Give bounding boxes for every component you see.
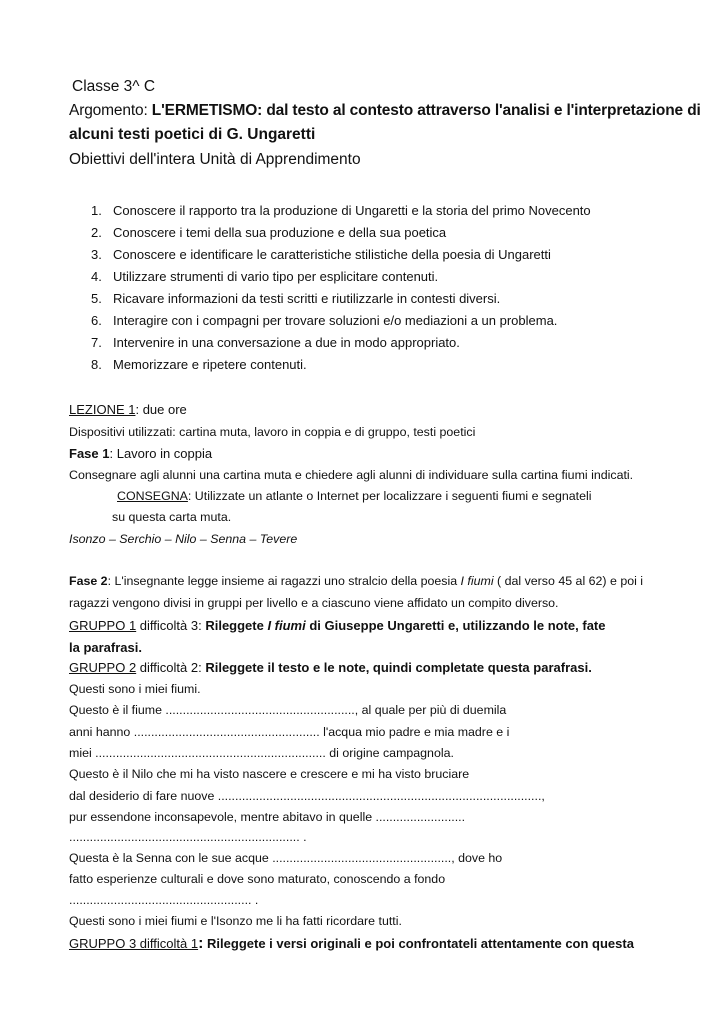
class-label: Classe 3^ C — [72, 78, 156, 95]
objective-item: 8. Memorizzare e ripetere contenuti. — [91, 357, 307, 372]
paraphrase-line: ................................................................... . — [69, 830, 307, 844]
objective-item: 7. Intervenire in una conversazione a due in modo appropriato. — [91, 335, 460, 350]
lesson-1-heading: LEZIONE 1: due ore — [69, 402, 187, 417]
topic-label: Argomento: — [69, 102, 152, 119]
objective-item: 2. Conoscere i temi della sua produzione e della sua poetica — [91, 225, 447, 240]
phase-1-text: Consegnare agli alunni una cartina muta e chiedere agli alunni di individuare sulla cartina fiumi indicati. — [69, 468, 634, 482]
objectives-title: Obiettivi dell'intera Unità di Apprendimento — [69, 151, 361, 168]
objective-item: 1. Conoscere il rapporto tra la produzione di Ungaretti e la storia del primo Novecento — [91, 203, 591, 218]
paraphrase-line: Questi sono i miei fiumi e l'Isonzo me li ha fatti ricordare tutti. — [69, 914, 402, 928]
phase-1-heading: Fase 1: Lavoro in coppia — [69, 446, 213, 461]
topic-title: L'ERMETISMO: dal testo al contesto attraverso l'analisi e l'interpretazione di — [151, 102, 701, 119]
paraphrase-line: ..................................................... . — [69, 893, 259, 907]
group-3-heading: GRUPPO 3 difficoltà 1: Rileggete i versi originali e poi confrontateli attentamente con questa — [69, 935, 634, 952]
objective-item: 6. Interagire con i compagni per trovare soluzioni e/o mediazioni a un problema. — [91, 313, 558, 328]
objective-item: 5. Ricavare informazioni da testi scritti e riutilizzarle in contesti diversi. — [91, 291, 501, 306]
group-1-line-1: GRUPPO 1 difficoltà 3: Rileggete I fiumi di Giuseppe Ungaretti e, utilizzando le note, fate — [69, 618, 606, 633]
paraphrase-line: anni hanno ...................................................... l'acqua mio padre e mia madre e i — [69, 725, 510, 739]
phase-2-line-1: Fase 2: L'insegnante legge insieme ai ragazzi uno stralcio della poesia I fiumi ( dal verso 45 al 62) e poi i — [69, 574, 644, 588]
devices-used: Dispositivi utilizzati: cartina muta, lavoro in coppia e di gruppo, testi poetici — [69, 425, 476, 439]
paraphrase-line: pur essendone inconsapevole, mentre abitavo in quelle .......................... — [69, 810, 466, 824]
paraphrase-line: dal desiderio di fare nuove .............................................................................................., — [69, 789, 545, 803]
topic-line-2: alcuni testi poetici di G. Ungaretti — [69, 126, 316, 143]
assignment-line-1: CONSEGNA: Utilizzate un atlante o Internet per localizzare i seguenti fiumi e segnateli — [117, 489, 592, 503]
objective-item: 3. Conoscere e identificare le caratteristiche stilistiche della poesia di Ungaretti — [91, 247, 551, 262]
objective-item: 4. Utilizzare strumenti di vario tipo per esplicitare contenuti. — [91, 269, 439, 284]
paraphrase-line: miei ................................................................... di origine campagnola. — [69, 746, 454, 760]
paraphrase-line: fatto esperienze culturali e dove sono maturato, conoscendo a fondo — [69, 872, 446, 886]
assignment-line-2: su questa carta muta. — [112, 510, 232, 524]
paraphrase-line: Questi sono i miei fiumi. — [69, 682, 201, 696]
group-1-line-2: la parafrasi. — [69, 640, 142, 655]
paraphrase-line: Questo è il Nilo che mi ha visto nascere e crescere e mi ha visto bruciare — [69, 767, 470, 781]
group-2-heading: GRUPPO 2 difficoltà 2: Rileggete il testo e le note, quindi completate questa parafrasi. — [69, 660, 592, 675]
topic-line-1 — [69, 102, 701, 120]
paraphrase-line: Questa è la Senna con le sue acque ...................................................., dove ho — [69, 851, 503, 865]
rivers-list: Isonzo – Serchio – Nilo – Senna – Tevere — [69, 532, 298, 546]
phase-2-line-2: ragazzi vengono divisi in gruppi per livello e a ciascuno viene affidato un compito diverso. — [69, 596, 559, 610]
paraphrase-line: Questo è il fiume ......................................................., al quale per più di duemila — [69, 703, 507, 717]
